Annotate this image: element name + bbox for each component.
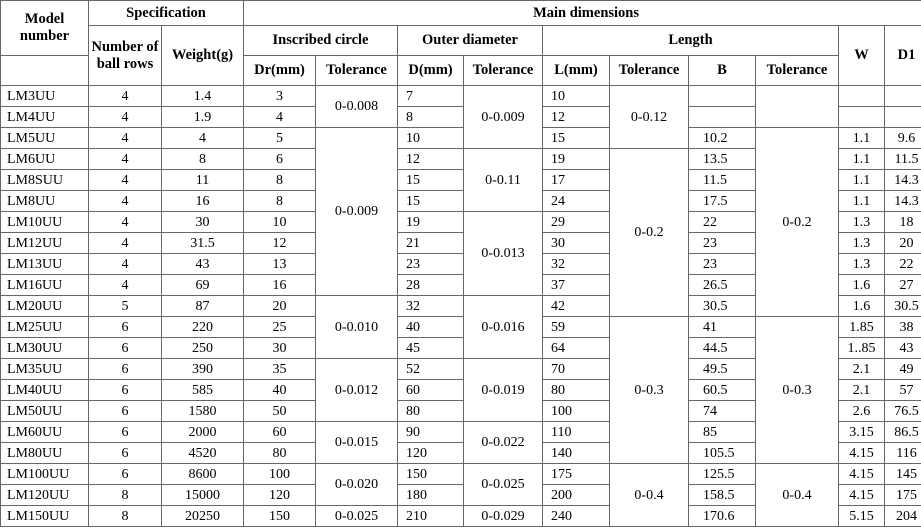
w-cell: 1.3 <box>839 233 885 254</box>
l-cell: 10 <box>543 86 610 107</box>
l-cell: 100 <box>543 401 610 422</box>
b-tolerance-cell: 0-0.3 <box>756 317 839 464</box>
dr-cell: 100 <box>244 464 316 485</box>
model-number-cell: LM40UU <box>1 380 89 401</box>
d-cell: 8 <box>398 107 464 128</box>
header-l-mm: L(mm) <box>543 56 610 86</box>
header-inscribed-circle: Inscribed circle <box>244 26 398 56</box>
ball-rows-cell: 8 <box>89 485 162 506</box>
dr-cell: 12 <box>244 233 316 254</box>
header-main-dimensions: Main dimensions <box>244 1 921 26</box>
b-cell: 26.5 <box>689 275 756 296</box>
weight-cell: 20250 <box>162 506 244 527</box>
model-number-cell: LM8UU <box>1 191 89 212</box>
header-w: W <box>839 26 885 86</box>
weight-cell: 8 <box>162 149 244 170</box>
header-weight: Weight(g) <box>162 26 244 86</box>
b-cell: 30.5 <box>689 296 756 317</box>
d-tolerance-cell: 0-0.11 <box>464 149 543 212</box>
w-cell: 3.15 <box>839 422 885 443</box>
d-cell: 28 <box>398 275 464 296</box>
weight-cell: 390 <box>162 359 244 380</box>
d1-cell <box>885 86 921 107</box>
d1-cell: 57 <box>885 380 921 401</box>
d-tolerance-cell: 0-0.013 <box>464 212 543 296</box>
d1-cell: 43 <box>885 338 921 359</box>
weight-cell: 1.4 <box>162 86 244 107</box>
table-row <box>1 128 921 149</box>
weight-cell: 220 <box>162 317 244 338</box>
ball-rows-cell: 4 <box>89 107 162 128</box>
d1-cell: 145 <box>885 464 921 485</box>
d1-cell: 9.6 <box>885 128 921 149</box>
weight-cell: 250 <box>162 338 244 359</box>
model-number-cell: LM35UU <box>1 359 89 380</box>
ball-rows-cell: 6 <box>89 422 162 443</box>
w-cell: 1.6 <box>839 275 885 296</box>
model-number-cell: LM100UU <box>1 464 89 485</box>
header-b-tolerance: Tolerance <box>756 56 839 86</box>
w-cell <box>839 86 885 107</box>
header-length: Length <box>543 26 839 56</box>
b-cell: 41 <box>689 317 756 338</box>
w-cell: 1..85 <box>839 338 885 359</box>
model-number-cell: LM4UU <box>1 107 89 128</box>
l-cell: 17 <box>543 170 610 191</box>
l-cell: 29 <box>543 212 610 233</box>
weight-cell: 31.5 <box>162 233 244 254</box>
weight-cell: 30 <box>162 212 244 233</box>
weight-cell: 4520 <box>162 443 244 464</box>
l-cell: 70 <box>543 359 610 380</box>
dr-cell: 6 <box>244 149 316 170</box>
w-cell <box>839 107 885 128</box>
d-cell: 19 <box>398 212 464 233</box>
dr-tolerance-cell: 0-0.012 <box>316 359 398 422</box>
ball-rows-cell: 6 <box>89 401 162 422</box>
b-cell: 74 <box>689 401 756 422</box>
ball-rows-cell: 6 <box>89 380 162 401</box>
b-cell: 23 <box>689 233 756 254</box>
l-cell: 32 <box>543 254 610 275</box>
b-cell: 44.5 <box>689 338 756 359</box>
w-cell: 1.1 <box>839 170 885 191</box>
ball-rows-cell: 5 <box>89 296 162 317</box>
b-cell: 11.5 <box>689 170 756 191</box>
l-cell: 110 <box>543 422 610 443</box>
model-number-cell: LM120UU <box>1 485 89 506</box>
model-number-cell: LM80UU <box>1 443 89 464</box>
weight-cell: 69 <box>162 275 244 296</box>
model-number-cell: LM6UU <box>1 149 89 170</box>
d1-cell: 14.3 <box>885 191 921 212</box>
ball-rows-cell: 8 <box>89 506 162 527</box>
dr-cell: 60 <box>244 422 316 443</box>
l-cell: 19 <box>543 149 610 170</box>
dr-cell: 20 <box>244 296 316 317</box>
d-tolerance-cell: 0-0.016 <box>464 296 543 359</box>
d-cell: 60 <box>398 380 464 401</box>
dr-tolerance-cell: 0-0.020 <box>316 464 398 506</box>
weight-cell: 1580 <box>162 401 244 422</box>
model-number-cell: LM150UU <box>1 506 89 527</box>
dr-cell: 80 <box>244 443 316 464</box>
table-row <box>1 464 921 485</box>
header-specification: Specification <box>89 1 244 26</box>
ball-rows-cell: 4 <box>89 275 162 296</box>
model-number-cell: LM8SUU <box>1 170 89 191</box>
d1-cell: 30.5 <box>885 296 921 317</box>
d-tolerance-cell: 0-0.019 <box>464 359 543 422</box>
header-d-tolerance: Tolerance <box>464 56 543 86</box>
l-cell: 30 <box>543 233 610 254</box>
b-cell: 23 <box>689 254 756 275</box>
b-cell <box>689 107 756 128</box>
weight-cell: 11 <box>162 170 244 191</box>
d-tolerance-cell: 0-0.025 <box>464 464 543 506</box>
d-tolerance-cell: 0-0.009 <box>464 86 543 149</box>
l-cell: 24 <box>543 191 610 212</box>
w-cell: 2.6 <box>839 401 885 422</box>
d1-cell: 204 <box>885 506 921 527</box>
weight-cell: 15000 <box>162 485 244 506</box>
l-cell: 80 <box>543 380 610 401</box>
l-cell: 64 <box>543 338 610 359</box>
table-row <box>1 317 921 338</box>
b-cell: 49.5 <box>689 359 756 380</box>
ball-rows-cell: 6 <box>89 338 162 359</box>
b-cell: 17.5 <box>689 191 756 212</box>
d1-cell: 175 <box>885 485 921 506</box>
d-cell: 52 <box>398 359 464 380</box>
w-cell: 4.15 <box>839 443 885 464</box>
header-d1: D1 <box>885 26 921 86</box>
header-dr-mm: Dr(mm) <box>244 56 316 86</box>
w-cell: 1.1 <box>839 191 885 212</box>
d1-cell: 22 <box>885 254 921 275</box>
b-tolerance-cell <box>756 86 839 128</box>
model-number-cell: LM30UU <box>1 338 89 359</box>
header-model-number: Model number <box>1 1 89 56</box>
d-cell: 15 <box>398 191 464 212</box>
ball-rows-cell: 4 <box>89 191 162 212</box>
l-tolerance-cell: 0-0.4 <box>610 464 689 527</box>
d1-cell: 18 <box>885 212 921 233</box>
b-cell: 170.6 <box>689 506 756 527</box>
l-tolerance-cell: 0-0.12 <box>610 86 689 149</box>
dr-cell: 8 <box>244 191 316 212</box>
d-cell: 150 <box>398 464 464 485</box>
dr-cell: 30 <box>244 338 316 359</box>
header-l-tolerance: Tolerance <box>610 56 689 86</box>
d1-cell: 116 <box>885 443 921 464</box>
l-cell: 200 <box>543 485 610 506</box>
ball-rows-cell: 4 <box>89 254 162 275</box>
b-tolerance-cell: 0-0.2 <box>756 128 839 317</box>
b-cell: 60.5 <box>689 380 756 401</box>
dr-tolerance-cell: 0-0.008 <box>316 86 398 128</box>
dr-cell: 5 <box>244 128 316 149</box>
d-cell: 45 <box>398 338 464 359</box>
header-d-mm: D(mm) <box>398 56 464 86</box>
w-cell: 4.15 <box>839 464 885 485</box>
model-number-cell: LM10UU <box>1 212 89 233</box>
weight-cell: 1.9 <box>162 107 244 128</box>
model-number-cell: LM20UU <box>1 296 89 317</box>
dr-tolerance-cell: 0-0.015 <box>316 422 398 464</box>
ball-rows-cell: 6 <box>89 464 162 485</box>
w-cell: 1.6 <box>839 296 885 317</box>
w-cell: 4.15 <box>839 485 885 506</box>
w-cell: 1.1 <box>839 149 885 170</box>
w-cell: 1.3 <box>839 212 885 233</box>
l-cell: 140 <box>543 443 610 464</box>
w-cell: 1.1 <box>839 128 885 149</box>
weight-cell: 8600 <box>162 464 244 485</box>
model-number-cell: LM25UU <box>1 317 89 338</box>
b-cell: 85 <box>689 422 756 443</box>
dr-cell: 16 <box>244 275 316 296</box>
d-cell: 12 <box>398 149 464 170</box>
d1-cell <box>885 107 921 128</box>
d-cell: 210 <box>398 506 464 527</box>
d-cell: 120 <box>398 443 464 464</box>
l-cell: 42 <box>543 296 610 317</box>
d1-cell: 86.5 <box>885 422 921 443</box>
d1-cell: 49 <box>885 359 921 380</box>
ball-rows-cell: 6 <box>89 317 162 338</box>
weight-cell: 4 <box>162 128 244 149</box>
weight-cell: 16 <box>162 191 244 212</box>
model-number-cell: LM60UU <box>1 422 89 443</box>
d1-cell: 11.5 <box>885 149 921 170</box>
l-tolerance-cell: 0-0.2 <box>610 149 689 317</box>
d-cell: 180 <box>398 485 464 506</box>
d-cell: 7 <box>398 86 464 107</box>
l-cell: 59 <box>543 317 610 338</box>
dr-cell: 50 <box>244 401 316 422</box>
d1-cell: 38 <box>885 317 921 338</box>
weight-cell: 585 <box>162 380 244 401</box>
w-cell: 5.15 <box>839 506 885 527</box>
dr-cell: 40 <box>244 380 316 401</box>
ball-rows-cell: 4 <box>89 233 162 254</box>
model-number-cell: LM5UU <box>1 128 89 149</box>
dr-cell: 3 <box>244 86 316 107</box>
d1-cell: 76.5 <box>885 401 921 422</box>
d-cell: 15 <box>398 170 464 191</box>
ball-rows-cell: 4 <box>89 212 162 233</box>
header-outer-diameter: Outer diameter <box>398 26 543 56</box>
ball-rows-cell: 6 <box>89 443 162 464</box>
b-cell: 125.5 <box>689 464 756 485</box>
model-number-cell: LM16UU <box>1 275 89 296</box>
header-b: B <box>689 56 756 86</box>
ball-rows-cell: 4 <box>89 128 162 149</box>
w-cell: 2.1 <box>839 359 885 380</box>
dr-cell: 120 <box>244 485 316 506</box>
d-cell: 90 <box>398 422 464 443</box>
b-cell: 158.5 <box>689 485 756 506</box>
dr-cell: 150 <box>244 506 316 527</box>
d-cell: 80 <box>398 401 464 422</box>
b-cell <box>689 86 756 107</box>
dr-cell: 10 <box>244 212 316 233</box>
header-dr-tolerance: Tolerance <box>316 56 398 86</box>
d-cell: 23 <box>398 254 464 275</box>
ball-rows-cell: 4 <box>89 86 162 107</box>
dr-cell: 35 <box>244 359 316 380</box>
dr-cell: 8 <box>244 170 316 191</box>
ball-rows-cell: 4 <box>89 170 162 191</box>
ball-rows-cell: 6 <box>89 359 162 380</box>
d-cell: 10 <box>398 128 464 149</box>
table-body <box>1 86 921 527</box>
weight-cell: 87 <box>162 296 244 317</box>
l-cell: 12 <box>543 107 610 128</box>
b-cell: 105.5 <box>689 443 756 464</box>
d1-cell: 14.3 <box>885 170 921 191</box>
d1-cell: 27 <box>885 275 921 296</box>
dr-tolerance-cell: 0-0.010 <box>316 296 398 359</box>
w-cell: 1.85 <box>839 317 885 338</box>
weight-cell: 43 <box>162 254 244 275</box>
header-number-of-ball-rows: Number of ball rows <box>89 26 162 86</box>
model-number-cell: LM50UU <box>1 401 89 422</box>
header-blank-model <box>1 56 89 86</box>
d1-cell: 20 <box>885 233 921 254</box>
l-cell: 175 <box>543 464 610 485</box>
d-cell: 21 <box>398 233 464 254</box>
l-cell: 240 <box>543 506 610 527</box>
l-cell: 15 <box>543 128 610 149</box>
dr-cell: 13 <box>244 254 316 275</box>
dr-cell: 4 <box>244 107 316 128</box>
model-number-cell: LM13UU <box>1 254 89 275</box>
d-cell: 32 <box>398 296 464 317</box>
l-tolerance-cell: 0-0.3 <box>610 317 689 464</box>
dr-cell: 25 <box>244 317 316 338</box>
ball-rows-cell: 4 <box>89 149 162 170</box>
dr-tolerance-cell: 0-0.025 <box>316 506 398 527</box>
table-row <box>1 86 921 107</box>
b-tolerance-cell: 0-0.4 <box>756 464 839 527</box>
weight-cell: 2000 <box>162 422 244 443</box>
w-cell: 1.3 <box>839 254 885 275</box>
dr-tolerance-cell: 0-0.009 <box>316 128 398 296</box>
model-number-cell: LM3UU <box>1 86 89 107</box>
w-cell: 2.1 <box>839 380 885 401</box>
b-cell: 22 <box>689 212 756 233</box>
l-cell: 37 <box>543 275 610 296</box>
b-cell: 10.2 <box>689 128 756 149</box>
model-number-cell: LM12UU <box>1 233 89 254</box>
b-cell: 13.5 <box>689 149 756 170</box>
d-tolerance-cell: 0-0.022 <box>464 422 543 464</box>
d-cell: 40 <box>398 317 464 338</box>
d-tolerance-cell: 0-0.029 <box>464 506 543 527</box>
